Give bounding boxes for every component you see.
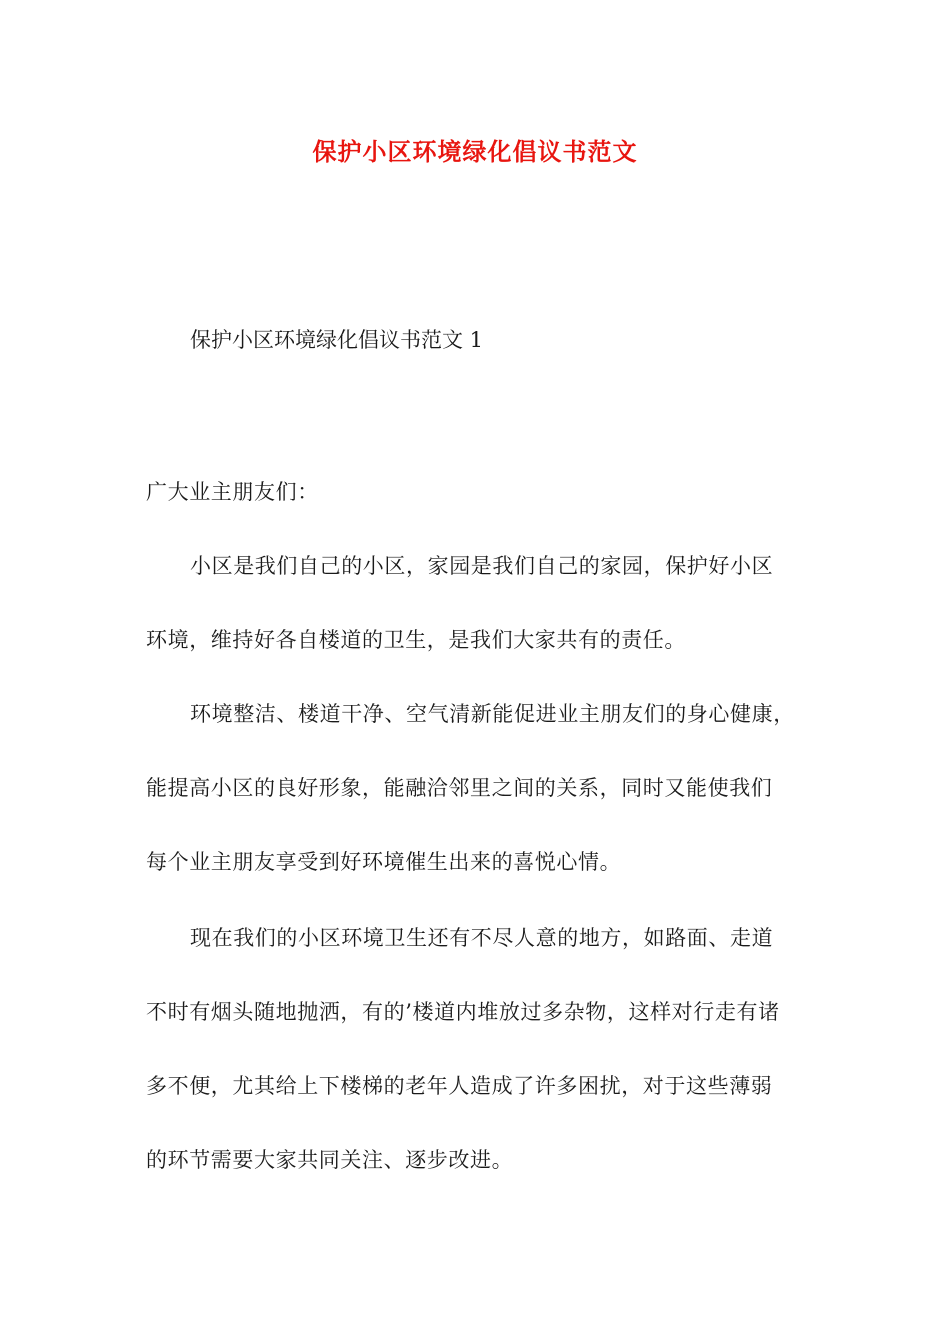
paragraph-line: 现在我们的小区环境卫生还有不尽人意的地方，如路面、走道: [190, 926, 774, 950]
paragraph-line: 多不便，尤其给上下楼梯的老年人造成了许多困扰，对于这些薄弱: [146, 1074, 773, 1098]
paragraph-line: 环境，维持好各自楼道的卫生，是我们大家共有的责任。: [146, 628, 686, 652]
salutation: 广大业主朋友们：: [146, 480, 319, 504]
section-heading: 保护小区环境绿化倡议书范文 1: [190, 328, 484, 352]
document-title: 保护小区环境绿化倡议书范文: [312, 137, 638, 166]
paragraph-line: 不时有烟头随地抛洒，有的’楼道内堆放过多杂物，这样对行走有诸: [146, 1000, 780, 1024]
paragraph-line: 每个业主朋友享受到好环境催生出来的喜悦心情。: [146, 850, 622, 874]
paragraph-line: 环境整洁、楼道干净、空气清新能促进业主朋友们的身心健康，: [190, 702, 795, 726]
paragraph-line: 小区是我们自己的小区，家园是我们自己的家园，保护好小区: [190, 554, 774, 578]
paragraph-line: 能提高小区的良好形象，能融洽邻里之间的关系，同时又能使我们: [146, 776, 773, 800]
paragraph-line: 的环节需要大家共同关注、逐步改进。: [146, 1148, 514, 1172]
